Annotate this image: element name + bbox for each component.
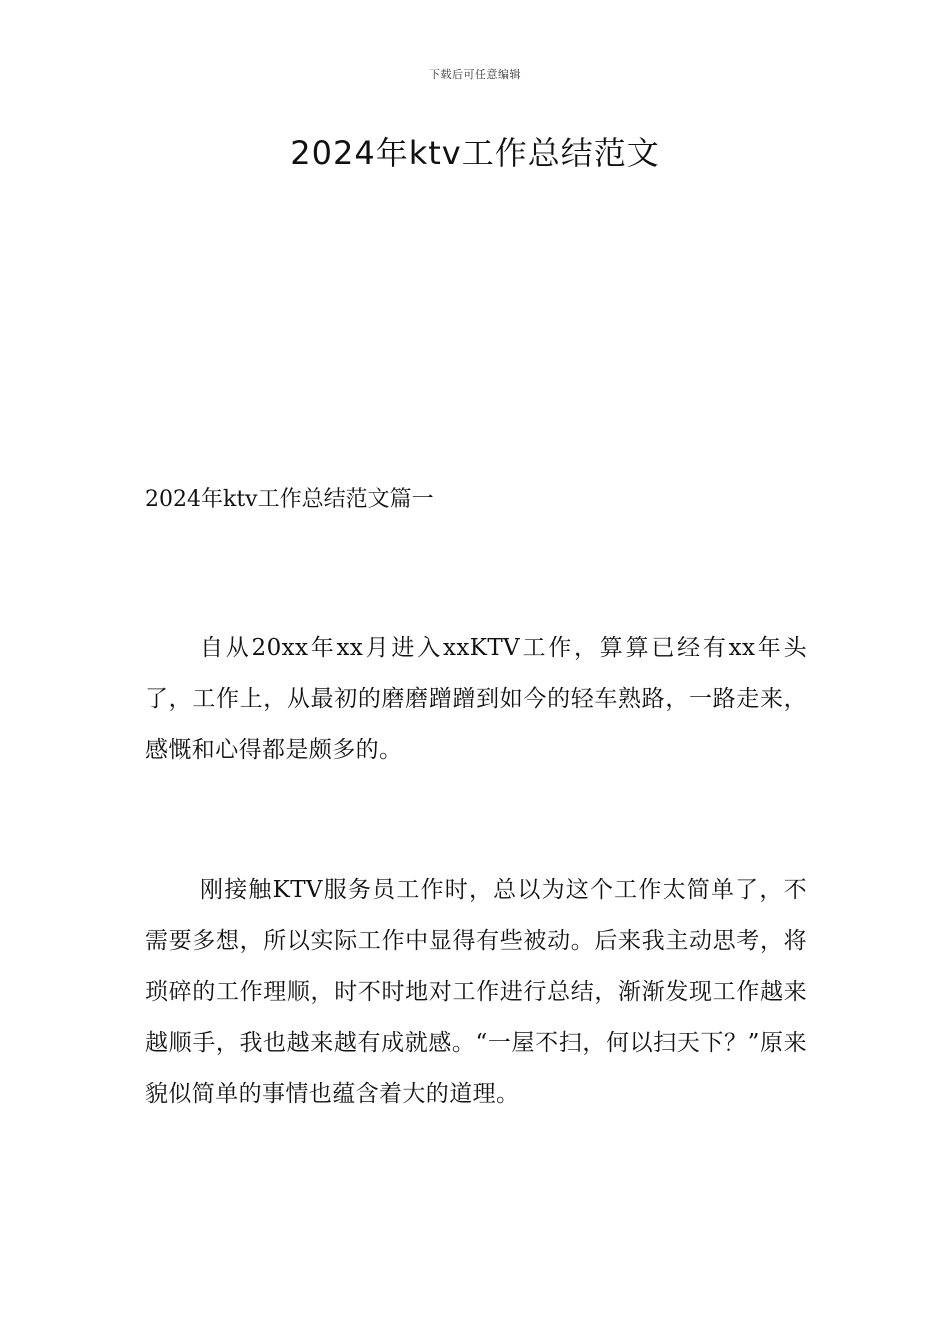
body-paragraph-1: 自从20xx年xx月进入xxKTV工作，算算已经有xx年头了，工作上，从最初的磨磨蹭蹭到如今的轻车熟路，一路走来，感慨和心得都是颇多的。 [145,635,807,763]
body-paragraph-2: 刚接触KTV服务员工作时，总以为这个工作太简单了，不需要多想，所以实际工作中显得有些被动。后来我主动思考，将琐碎的工作理顺，时不时地对工作进行总结，渐渐发现工作越来越顺手，我也越来越有成就感。“一屋不扫，何以扫天下？”原来貌似简单的事情也蕴含着大的道理。 [145,877,807,1107]
document-title: 2024年ktv工作总结范文 [290,134,660,172]
section-heading: 2024年ktv工作总结范文篇一 [145,487,434,512]
header-note: 下载后可任意编辑 [429,68,521,81]
